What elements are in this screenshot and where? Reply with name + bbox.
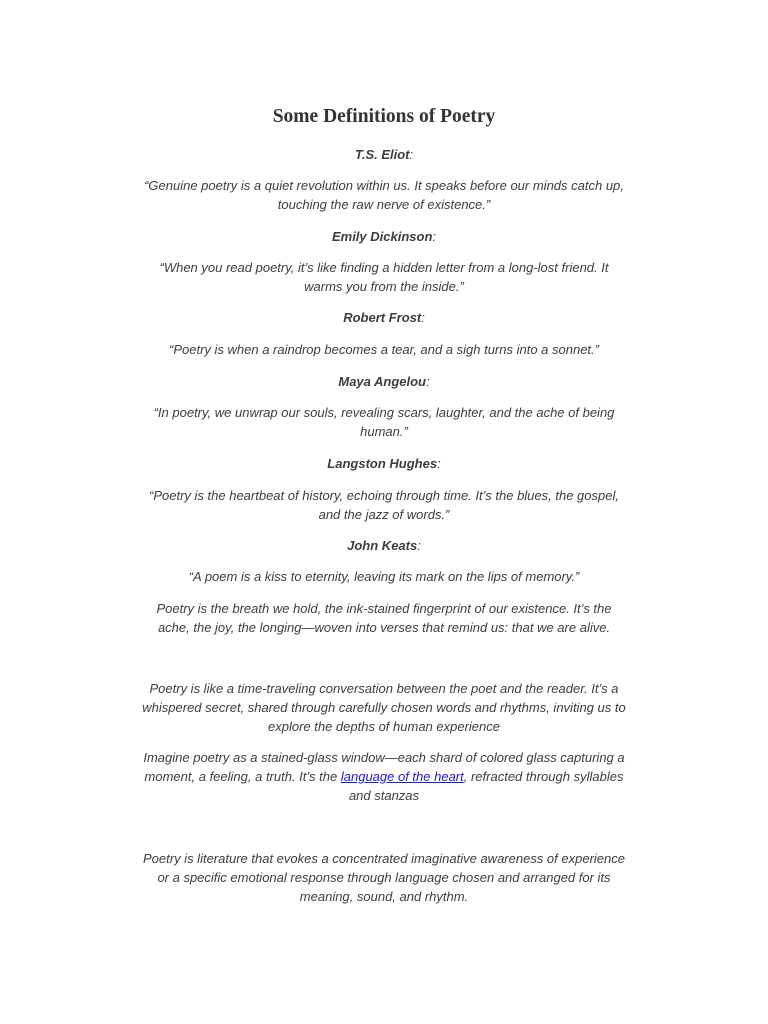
- author-heading: [140, 308, 628, 327]
- author-heading: [140, 536, 628, 555]
- author-name: T.S. Eliot: [354, 147, 410, 162]
- author-colon: :: [409, 147, 414, 162]
- paragraph-stained-glass: [140, 748, 628, 805]
- quote-text: “Poetry is when a raindrop becomes a tear, and a sigh turns into a sonnet.”: [169, 342, 599, 357]
- author-colon: :: [417, 538, 421, 553]
- author-colon: :: [432, 229, 437, 244]
- quote-text: “When you read poetry, it’s like finding a hidden letter from a long-lost friend. It warms you from the inside.”: [159, 260, 609, 294]
- page-title: Some Definitions of Poetry: [272, 106, 496, 127]
- paragraph-text: Imagine poetry as a stained-glass window—each shard of colored glass capturing a moment, a feeling, a truth. It’s the: [143, 750, 625, 784]
- author-colon: :: [437, 456, 441, 471]
- paragraph-text: , refracted through syllables and stanzas: [348, 769, 624, 803]
- author-name: Maya Angelou: [338, 374, 427, 389]
- author-name: Robert Frost: [343, 310, 422, 325]
- author-colon: :: [426, 374, 430, 389]
- quote-text: “Poetry is the heartbeat of history, echoing through time. It’s the blues, the gospel, and the jazz of words.”: [149, 488, 619, 522]
- quote-text: “Genuine poetry is a quiet revolution within us. It speaks before our minds catch up, touching the raw nerve of existence.”: [144, 178, 624, 212]
- paragraph-definition: Poetry is literature that evokes a concentrated imaginative awareness of experience or a specific emotional response through language chosen and arranged for its meaning, sound, and rhythm.: [143, 851, 625, 904]
- author-name: Langston Hughes: [327, 456, 438, 471]
- quote-text: “In poetry, we unwrap our souls, revealing scars, laughter, and the ache of being human.”: [153, 405, 615, 439]
- author-heading: [140, 372, 628, 391]
- quote-text: “A poem is a kiss to eternity, leaving its mark on the lips of memory.”: [188, 569, 580, 584]
- paragraph-conversation: Poetry is like a time-traveling conversation between the poet and the reader. It’s a whispered secret, shared through carefully chosen words and rhythms, inviting us to explore the depths of human experience: [142, 681, 626, 734]
- language-of-the-heart-link[interactable]: language of the heart: [340, 769, 464, 784]
- author-name: John Keats: [347, 538, 418, 553]
- author-colon: :: [421, 310, 425, 325]
- author-heading: [140, 145, 628, 164]
- author-name: Emily Dickinson: [331, 229, 433, 244]
- author-heading: [140, 454, 628, 473]
- paragraph-breath: Poetry is the breath we hold, the ink-stained fingerprint of our existence. It’s the ache, the joy, the longing—woven into verses that remind us: that we are alive.: [156, 601, 612, 635]
- author-heading: [140, 227, 628, 246]
